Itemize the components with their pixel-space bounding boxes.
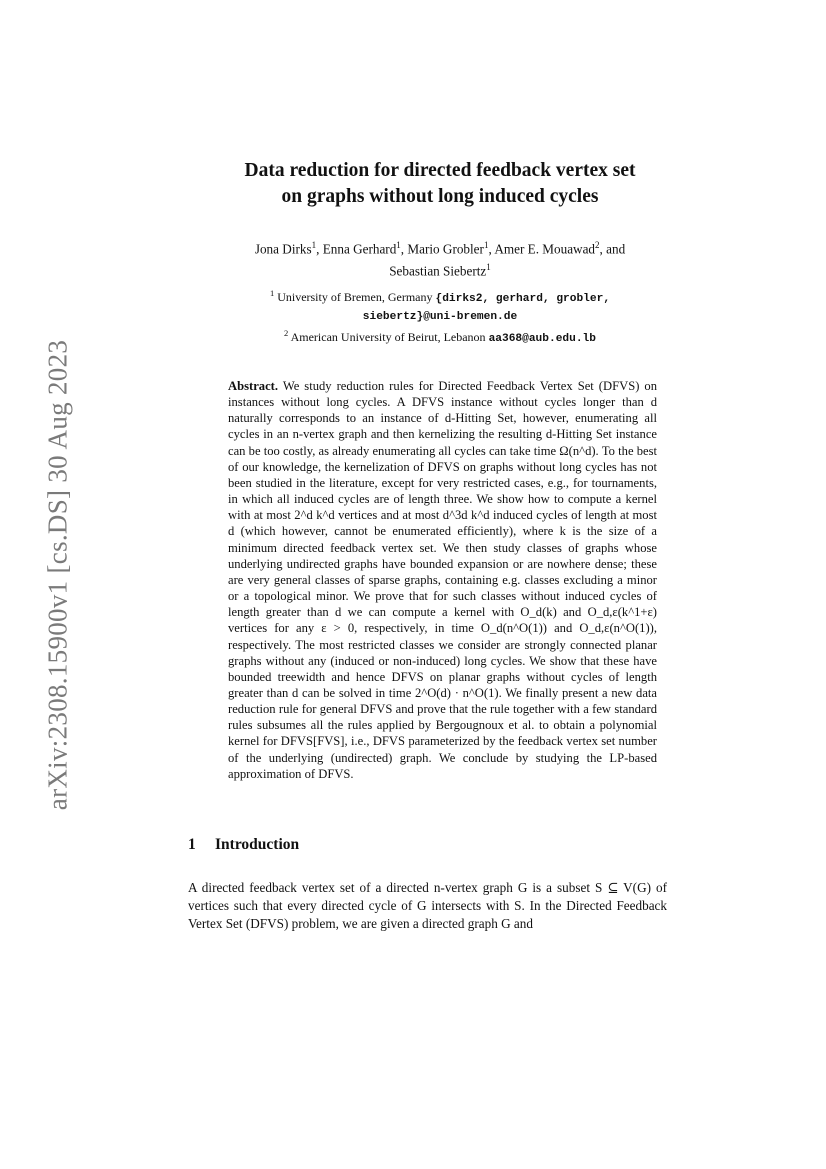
author-name: Mario Grobler	[407, 241, 484, 257]
author-name: Jona Dirks	[254, 241, 312, 257]
author-name: Enna Gerhard	[322, 241, 397, 257]
author-affil-mark: 1	[311, 240, 317, 250]
affiliation-text: American University of Beirut, Lebanon	[290, 330, 486, 344]
affiliation-text: University of Bremen, Germany	[277, 290, 433, 304]
title-line-1: Data reduction for directed feedback vertex set	[244, 160, 636, 181]
affiliation-email: aa368@aub.edu.lb	[488, 333, 596, 345]
affiliation-2	[170, 325, 710, 347]
author-list: Jona Dirks$^1$, Enna Gerhard$^1$, Mario Grobler$^1$, Amer E. Mouawad$^2$, and Sebastian Siebertz$^1$	[254, 240, 626, 279]
introduction-paragraph: A directed feedback vertex set of a directed n-vertex graph G is a subset S ⊆ V(G) of vertices such that every directed cycle of G intersects with S. In the Directed Feedback Vertex Set (DFVS) problem, we are given a directed graph G and	[188, 880, 667, 931]
author-affil-mark: 1	[486, 262, 491, 273]
author-affil-mark: 1	[483, 240, 489, 250]
title-line-2: on graphs without long induced cycles	[281, 186, 599, 207]
affiliation-mark: 2	[284, 328, 289, 338]
abstract	[228, 378, 657, 782]
author-affil-mark: 2	[595, 240, 600, 250]
affiliation-mark: 1	[269, 288, 275, 298]
author-name: Amer E. Mouawad	[494, 241, 596, 257]
author-conjunction: and	[606, 241, 626, 257]
section-number: 1	[188, 836, 196, 853]
abstract-heading: Abstract.	[228, 379, 279, 393]
author-affil-mark: 1	[396, 240, 401, 250]
section-title: Introduction	[215, 836, 300, 853]
arxiv-identifier-stamp: arXiv:2308.15900v1 [cs.DS] 30 Aug 2023	[42, 339, 73, 811]
paper-title	[150, 158, 730, 210]
affiliation-email-cont: siebertz}@uni-bremen.de	[362, 311, 518, 323]
author-name: Sebastian Siebertz	[389, 263, 487, 279]
affiliation-email: {dirks2, gerhard, grobler,	[435, 293, 611, 305]
affiliation-1	[170, 285, 710, 325]
section-heading	[188, 836, 299, 854]
abstract-body: We study reduction rules for Directed Feedback Vertex Set (DFVS) on instances without long cycles. A DFVS instance without cycles longer than d naturally corresponds to an instance of d-Hitting Set, however, enumerating all cycles in an n-vertex graph and then kernelizing the resulting d-Hitting Set instance can be too costly, as already enumerating all cycles can take time Ω(n^d). To the best of our knowledge, the kernelization of DFVS on graphs without long cycles has not been studied in the literature, except for very restricted cases, e.g., for tournaments, in which all induced cycles are of length three. We show how to compute a kernel with at most 2^d k^d vertices and at most d^3d k^d induced cycles of length at most d (which however, cannot be enumerated efficiently), where k is the size of a minimum directed feedback vertex set. We then study classes of graphs whose underlying undirected graphs have bounded expansion or are nowhere dense; these are very general classes of sparse graphs, containing e.g. classes excluding a minor or a topological minor. We prove that for such classes without induced cycles of length greater than d we can compute a kernel with O_d(k) and O_d,ε(k^1+ε) vertices for any ε > 0, respectively, in time O_d(n^O(1)) and O_d,ε(n^O(1)), respectively. The most restricted classes we consider are strongly connected planar graphs without any (induced or non-induced) long cycles. We show that these have bounded treewidth and hence DFVS on planar graphs without cycles of length greater than d can be solved in time 2^O(d) · n^O(1). We finally present a new data reduction rule for general DFVS and prove that the rule together with a few standard rules subsumes all the rules applied by Bergougnoux et al. to obtain a polynomial kernel for DFVS[FVS], i.e., DFVS parameterized by the feedback vertex set number of the underlying (undirected) graph. We conclude by studying the LP-based approximation of DFVS.	[228, 379, 658, 781]
affiliations	[170, 285, 710, 347]
